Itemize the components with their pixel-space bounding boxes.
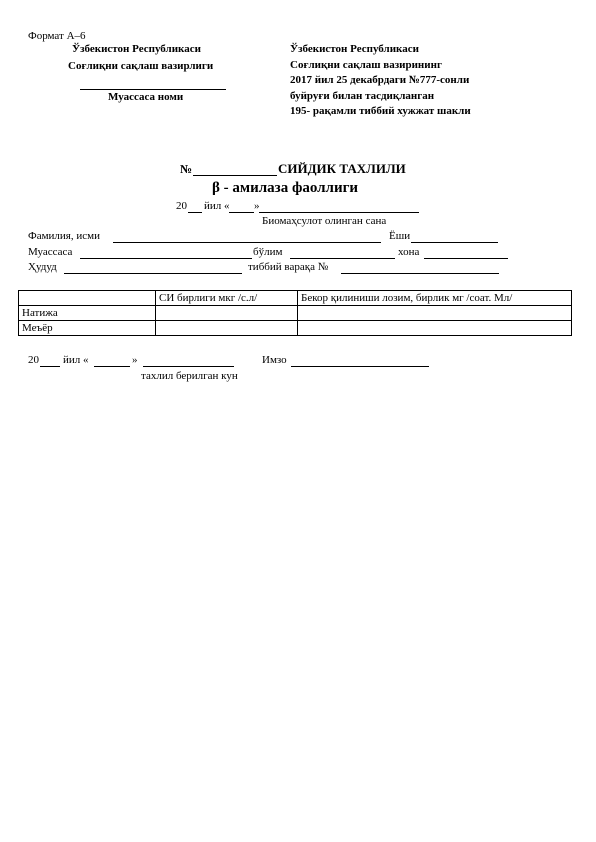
room-field[interactable] <box>424 258 508 259</box>
result-mg-cell[interactable] <box>298 306 572 321</box>
format-label: Формат А–6 <box>28 30 86 42</box>
result-row-label: Натижа <box>19 306 156 321</box>
table-row <box>19 321 572 336</box>
table-header-cell: Бекор қилиниши лозим, бирлик мг /соат. Мл/ <box>298 291 572 306</box>
right-republic: Ўзбекистон Республикаси <box>290 43 419 55</box>
table-header-row <box>19 291 572 306</box>
card-label: тиббий варақа № <box>248 261 329 273</box>
left-republic: Ўзбекистон Республикаси <box>72 43 201 55</box>
sample-year-prefix: 20 <box>176 200 187 212</box>
right-order: 2017 йил 25 декабрдаги №777-сонли <box>290 74 470 86</box>
footer-year-line[interactable] <box>40 366 60 367</box>
sample-close-quote: » <box>254 200 260 212</box>
right-ministry: Соғлиқни сақлаш вазирининг <box>290 59 442 71</box>
table-header-cell: СИ бирлиги мкг /с.л/ <box>156 291 298 306</box>
results-table <box>18 290 572 336</box>
room-label: хона <box>398 246 420 258</box>
age-field[interactable] <box>411 242 498 243</box>
signature-field[interactable] <box>291 366 429 367</box>
result-si-cell[interactable] <box>156 306 298 321</box>
title-number-line[interactable] <box>193 175 277 176</box>
left-ministry: Соғлиқни сақлаш вазирлиги <box>68 60 214 72</box>
norm-si-cell[interactable] <box>156 321 298 336</box>
department-label: бўлим <box>253 246 283 258</box>
footer-month-line[interactable] <box>143 366 234 367</box>
sample-month-line[interactable] <box>259 212 419 213</box>
institution-name-line <box>80 89 226 90</box>
department-field[interactable] <box>290 258 395 259</box>
table-header-cell <box>19 291 156 306</box>
region-field[interactable] <box>64 273 242 274</box>
institution-label: Муассаса <box>28 246 73 258</box>
footer-year-word: йил « <box>63 354 89 366</box>
card-field[interactable] <box>341 273 499 274</box>
sample-day-line[interactable] <box>229 212 254 213</box>
sample-year-line[interactable] <box>188 212 202 213</box>
name-label: Фамилия, исми <box>28 230 100 242</box>
title-number-prefix: № <box>180 162 193 176</box>
page-subtitle: β - амилаза фаоллиги <box>212 180 359 196</box>
institution-field[interactable] <box>80 258 252 259</box>
name-field[interactable] <box>113 242 381 243</box>
sample-year-word: йил « <box>204 200 230 212</box>
sample-date-caption: Биомаҳсулот олинган сана <box>262 215 387 227</box>
right-form-number: 195- рақамли тиббий хужжат шакли <box>290 105 471 117</box>
age-label: Ёши <box>389 230 411 242</box>
page-title: СИЙДИК ТАХЛИЛИ <box>278 161 406 176</box>
footer-date-caption: тахлил берилган кун <box>141 370 238 382</box>
norm-mg-cell[interactable] <box>298 321 572 336</box>
signature-label: Имзо <box>262 354 287 366</box>
footer-close-quote: » <box>132 354 138 366</box>
right-approved: буйруғи билан тасдиқланган <box>290 90 435 102</box>
left-institution-caption: Муассаса номи <box>108 91 184 103</box>
footer-year-prefix: 20 <box>28 354 39 366</box>
region-label: Ҳудуд <box>28 261 57 273</box>
norm-row-label: Меъёр <box>19 321 156 336</box>
footer-day-line[interactable] <box>94 366 130 367</box>
table-row <box>19 306 572 321</box>
